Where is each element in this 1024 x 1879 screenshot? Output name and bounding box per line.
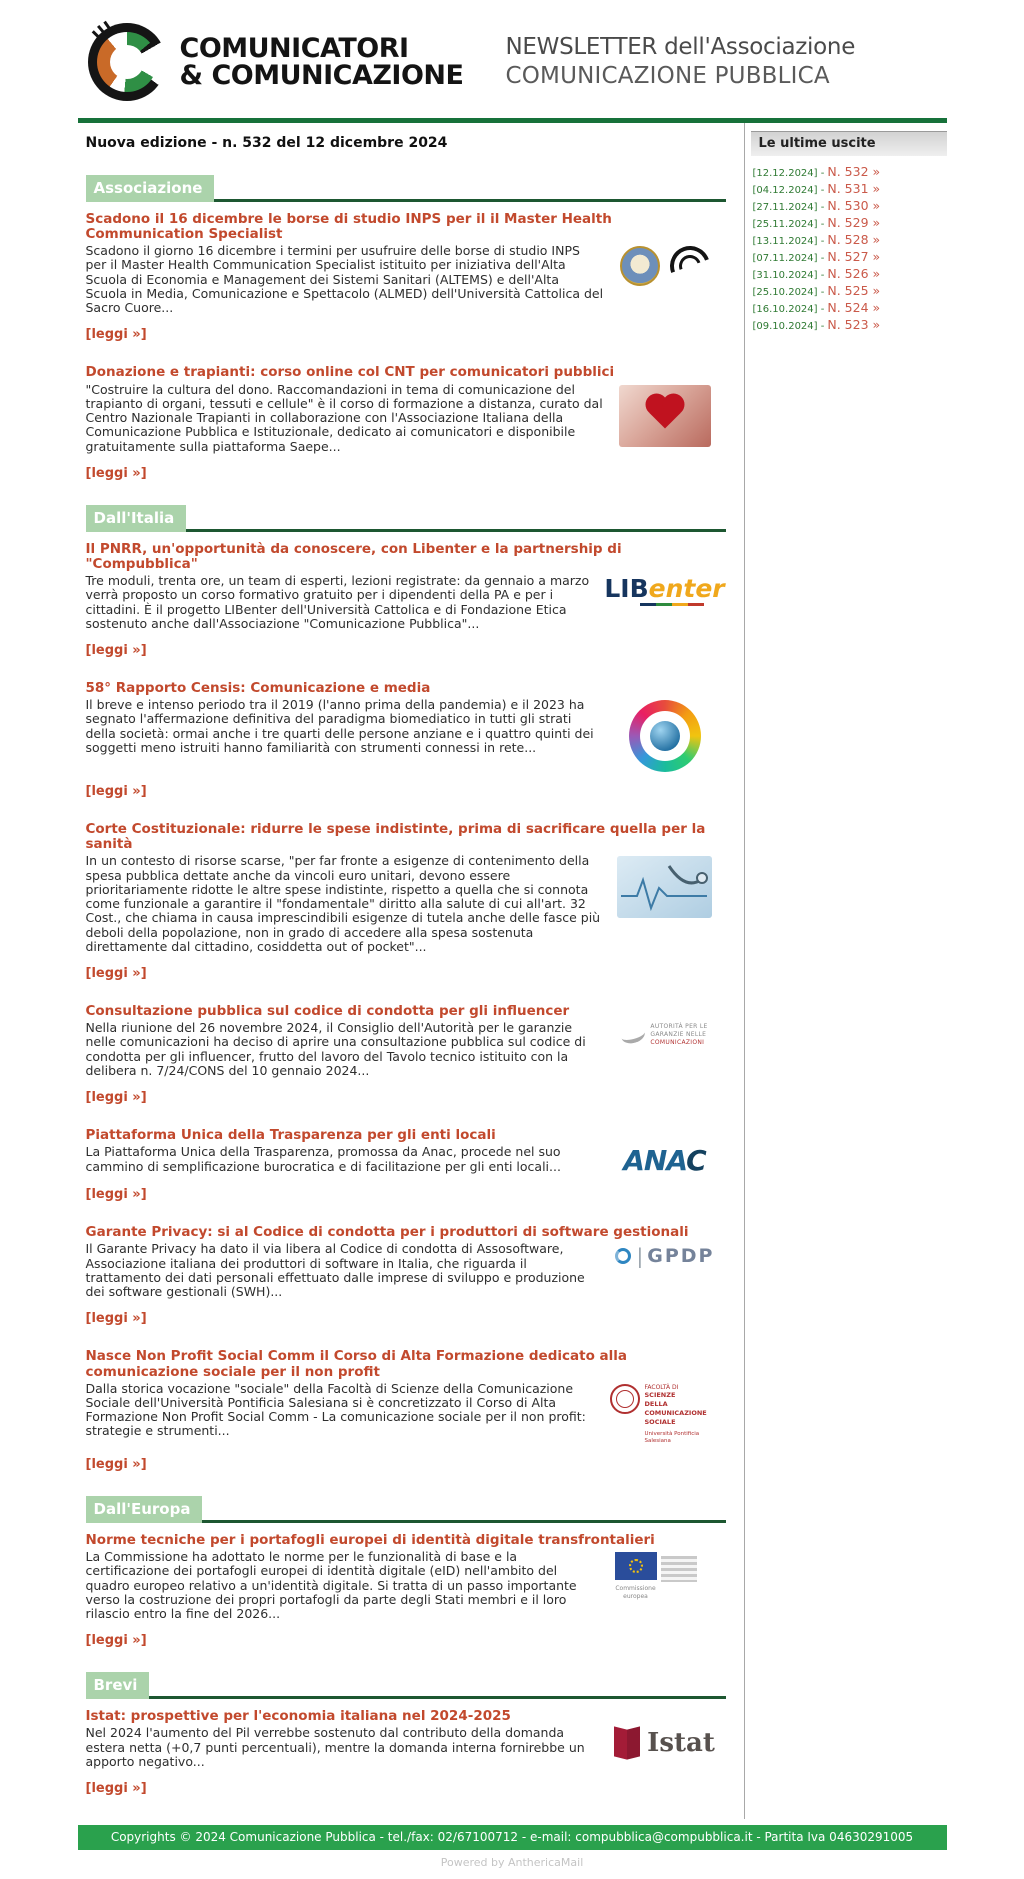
read-more-link[interactable]: [leggi »] [85,643,147,659]
libenter-logo-part1: LIB [604,574,649,604]
edition-link[interactable]: N. 529 » [827,215,881,230]
eu-logo-caption: Commissione europea [615,1585,656,1600]
istat-logo-text: Istat [647,1728,715,1759]
article-garante-privacy [86,1225,726,1326]
article-influencer-consultazione [86,1004,726,1105]
section-label: Dall'Europa [86,1496,203,1523]
edition-item [753,266,947,282]
footer-copyright: Copyrights © 2024 Comunicazione Pubblica - tel./fax: 02/67100712 - e-mail: compubblica@compubblica.it - Partita Iva 04630291005 [78,1825,947,1850]
article-body: Nel 2024 l'aumento del Pil verrebbe sostenuto dal contributo della domanda estera netta (+0,7 punti percentuali), mentre la domanda interna fornirebbe un apporto negativo... [85,1725,585,1769]
edition-link[interactable]: N. 524 » [827,300,881,315]
agcom-line3: COMUNICAZIONI [650,1038,705,1046]
sidebar-title: Le ultime uscite [751,131,947,156]
read-more-link[interactable]: [leggi »] [85,465,147,481]
altems-arcs-icon [670,246,710,286]
wordmark-line2: & COMUNICAZIONE [179,60,464,91]
sidebar [745,123,947,1819]
edition-date: [25.10.2024] - [752,287,825,298]
anac-logo-text-dark: C [686,1144,706,1178]
read-more-link[interactable]: [leggi »] [85,1456,147,1472]
read-more-link[interactable]: [leggi »] [85,1781,147,1797]
article-body: Il breve e intenso periodo tra il 2019 (l'anno prima della pandemia) e il 2023 ha segnato l'affermazione definitiva del paradigma biomediatico in tutti gli strati della società: ormai anche i tre quarti delle persone anziane e i quattro quinti dei soggetti meno istruiti hanno familiarità con strumenti connessi in rete... [85,697,594,755]
section-label: Dall'Italia [86,505,187,532]
section-header-dalleuropa [86,1496,726,1523]
footer [78,1825,947,1879]
read-more-link[interactable]: [leggi »] [85,327,147,343]
article-body: Nella riunione del 26 novembre 2024, il Consiglio dell'Autorità per le garanzie nelle comunicazioni ha deciso di aprire una consultazione pubblica sul codice di condotta per gli influencer, frutto del lavoro del Tavolo tecnico istituito con la delibera n. 7/24/CONS del 10 gennaio 2024... [85,1020,586,1078]
newsletter-title [505,33,855,91]
edition-date: [31.10.2024] - [752,270,825,281]
section-rule [186,529,725,532]
edition-date: [09.10.2024] - [752,321,825,332]
edition-date: [25.11.2024] - [752,219,825,230]
eu-stars-ring [629,1559,643,1573]
eu-flag-icon [615,1552,657,1580]
salesiana-line3: DELLA COMUNICAZIONE [644,1400,707,1418]
gpdp-circle-icon [615,1248,631,1264]
edition-link[interactable]: N. 530 » [827,198,881,213]
section-header-dallitalia [86,505,726,532]
edition-date: [27.11.2024] - [752,202,825,213]
article-title[interactable]: Garante Privacy: si al Codice di condotta per i produttori di software gestionali [85,1224,689,1241]
salesiana-line4: SOCIALE [644,1417,676,1426]
article-title[interactable]: Il PNRR, un'opportunità da conoscere, con Libenter e la partnership di "Compubblica" [85,540,622,572]
salesiana-university-logo [604,1382,726,1445]
wordmark [180,35,464,89]
commission-building-icon [661,1556,697,1582]
edition-link[interactable]: N. 531 » [827,181,881,196]
edition-item [753,181,947,197]
article-pnrr-libenter [86,542,726,658]
censis-social-icons-globe-image [604,698,726,772]
edition-link[interactable]: N. 525 » [827,283,881,298]
edition-link[interactable]: N. 526 » [827,266,881,281]
read-more-link[interactable]: [leggi »] [85,784,147,800]
section-rule [214,199,725,202]
libenter-logo-part2: enter [648,574,725,604]
agcom-swoosh-icon [620,1024,647,1046]
article-title[interactable]: Nasce Non Profit Social Comm il Corso di Alta Formazione dedicato alla comunicazione sociale per il non profit [85,1348,628,1380]
edition-date: [04.12.2024] - [752,185,825,196]
comunicatori-logo-icon [88,23,166,101]
libenter-logo [604,574,726,631]
edition-link[interactable]: N. 523 » [827,317,881,332]
article-title[interactable]: Consultazione pubblica sul codice di condotta per gli influencer [85,1003,570,1020]
article-body: La Piattaforma Unica della Trasparenza, promossa da Anac, procede nel suo cammino di semplificazione burocratica e di facilitazione per gli enti locali... [85,1144,561,1174]
universita-cattolica-seal-icon [620,246,660,286]
article-body: Il Garante Privacy ha dato il via libera al Codice di condotta di Assosoftware, Associazione italiana dei produttori di software in Italia, che riguarda il trattamento dei dati personali effettuato dalle imprese di sviluppo e produzione dei software gestionali (SWH)... [85,1241,585,1300]
article-censis [86,681,726,799]
read-more-link[interactable]: [leggi »] [85,966,147,982]
powered-by: Powered by AnthericaMail [440,1856,584,1870]
newsletter-title-line1: NEWSLETTER dell'Associazione [505,34,856,61]
edition-item [753,317,947,333]
article-donazione-trapianti [86,365,726,480]
article-istat-prospettive [86,1709,726,1796]
article-body: Dalla storica vocazione "sociale" della Facoltà di Scienze della Comunicazione Sociale dell'Università Pontificia Salesiana si è concretizzato il Corso di Alta Formazione Non Profit Social Comm - La comunicazione sociale per il non profit: strategie e strumenti... [85,1380,586,1439]
article-title[interactable]: Norme tecniche per i portafogli europei di identità digitale transfrontalieri [85,1531,655,1548]
section-label: Associazione [86,175,215,202]
healthcare-stethoscope-photo [604,854,726,954]
article-title[interactable]: Piattaforma Unica della Trasparenza per gli enti locali [85,1127,496,1144]
section-rule [202,1520,725,1523]
salesiana-subtitle: Università Pontificia Salesiana [644,1430,700,1444]
article-body: In un contesto di risorse scarse, "per far fronte a esigenze di contenimento della spesa pubblica dettate anche da vincoli euro unitari, devono essere prioritariamente ridotte le altre spese indistinte, rispetto a quella che si connota come funzionale a garantire il "fondamentale" diritto alla salute di cui all'art. 32 Cost., che chiama in causa imprescindibili esigenze di tutela anche delle fasce più deboli della popolazione, non in grado di accedere alla spesa sostenuta direttamente dal cittadino, cosiddetta out of pocket"... [85,853,601,954]
edition-date: [16.10.2024] - [752,304,825,315]
istat-book-icon [614,1728,640,1758]
anac-logo-text: ANA [623,1144,687,1178]
article-body: La Commissione ha adottato le norme per le funzionalità di base e la certificazione dei portafogli europei di identità digitale (eID) nell'ambito del quadro europeo relativo a un'identità digitale. Si tratta di un passo importante verso la costruzione dei propri portafogli da parte degli Stati membri e il loro rilascio entro la fine del 2026... [85,1549,577,1622]
editions-list [751,164,947,333]
heart-icon [649,397,680,428]
section-header-brevi [86,1672,726,1699]
edition-link[interactable]: N. 532 » [827,164,881,179]
university-seal-and-altems-logos-image [604,244,726,315]
gpdp-divider: | [636,1244,644,1269]
article-piattaforma-trasparenza [86,1128,726,1202]
heart-in-hands-photo [604,383,726,454]
article-non-profit-social-comm [86,1349,726,1471]
article-body: Scadono il giorno 16 dicembre i termini per usufruire delle borse di studio INPS per il Master Health Communication Specialist istituito per iniziativa dell'Alta Scuola di Economia e Management dei Sistemi Sanitari (ALTEMS) e dell'Alta Scuola in Media, Comunicazione e Spettacolo (ALMED) dell'Università Cattolica del Sacro Cuore... [85,243,604,316]
edition-item [753,232,947,248]
agcom-logo-text [650,1023,707,1046]
read-more-link[interactable]: [leggi »] [85,1187,147,1203]
article-title[interactable]: Corte Costituzionale: ridurre le spese indistinte, prima di sacrificare quella per la sanità [85,821,706,853]
edition-link[interactable]: N. 527 » [827,249,881,264]
salesiana-logo-text [645,1384,720,1445]
article-title[interactable]: 58° Rapporto Censis: Comunicazione e media [85,680,431,697]
read-more-link[interactable]: [leggi »] [85,1633,147,1649]
edition-item [753,249,947,265]
edition-heading: Nuova edizione - n. 532 del 12 dicembre 2024 [85,135,448,151]
section-header-associazione [86,175,726,202]
newsletter-title-line2: COMUNICAZIONE PUBBLICA [505,63,830,89]
wordmark-line1: COMUNICATORI [179,33,409,64]
agcom-line2: GARANZIE NELLE [650,1031,707,1039]
agcom-logo [604,1021,726,1078]
article-title[interactable]: Donazione e trapianti: corso online col CNT per comunicatori pubblici [85,364,615,381]
salesiana-crest-icon [610,1384,640,1414]
stethoscope-ecg-icon [617,856,712,918]
edition-date: [12.12.2024] - [752,168,825,179]
european-commission-logo [604,1550,726,1621]
header [78,14,947,110]
edition-date: [13.11.2024] - [752,236,825,247]
edition-item [753,164,947,180]
read-more-link[interactable]: [leggi »] [85,1090,147,1106]
newsletter-page [78,0,947,1879]
article-body: "Costruire la cultura del dono. Raccomandazioni in tema di comunicazione del trapianto di organi, tessuti e cellule" è il corso di formazione a distanza, curato dal Centro Nazionale Trapianti in collaborazione con l'Associazione Italiana della Comunicazione Pubblica e Istituzionale, dedicato ai comunicatori e disponibile gratuitamente sulla piattaforma Saepe... [85,381,603,454]
gpdp-garante-privacy-logo [604,1242,726,1299]
article-inps-master [86,212,726,342]
section-label: Brevi [86,1672,150,1699]
edition-item [753,283,947,299]
agcom-line1: AUTORITÀ PER LE [650,1023,708,1031]
edition-item [753,300,947,316]
read-more-link[interactable]: [leggi »] [85,1311,147,1327]
edition-date: [07.11.2024] - [752,253,825,264]
edition-item [753,215,947,231]
article-title[interactable]: Scadono il 16 dicembre le borse di studio INPS per il il Master Health Communication Specialist [85,211,612,243]
section-rule [149,1696,725,1699]
article-corte-costituzionale [86,822,726,981]
globe-social-ring-icon [629,700,701,772]
logo-center [110,45,144,79]
article-eid-wallet [86,1533,726,1648]
article-title[interactable]: Istat: prospettive per l'economia italiana nel 2024-2025 [85,1708,511,1725]
gpdp-logo-text: GPDP [647,1245,715,1268]
edition-link[interactable]: N. 528 » [827,232,881,247]
article-body: Tre moduli, trenta ore, un team di esperti, lezioni registrate: da gennaio a marzo verrà proposto un corso formativo gratuito per i dipendenti della PA e per i cittadini. È il progetto LIBenter dell'Università Cattolica e di Fondazione Etica sostenuto anche dall'Associazione "Comunicazione Pubblica"... [85,573,590,631]
libenter-stripe [640,603,704,606]
salesiana-line1: FACOLTÀ DI [644,1383,679,1391]
edition-item [753,198,947,214]
salesiana-line2: SCIENZE [644,1391,676,1400]
anac-logo [604,1144,726,1178]
main-content [78,123,744,1819]
istat-logo [604,1726,726,1769]
